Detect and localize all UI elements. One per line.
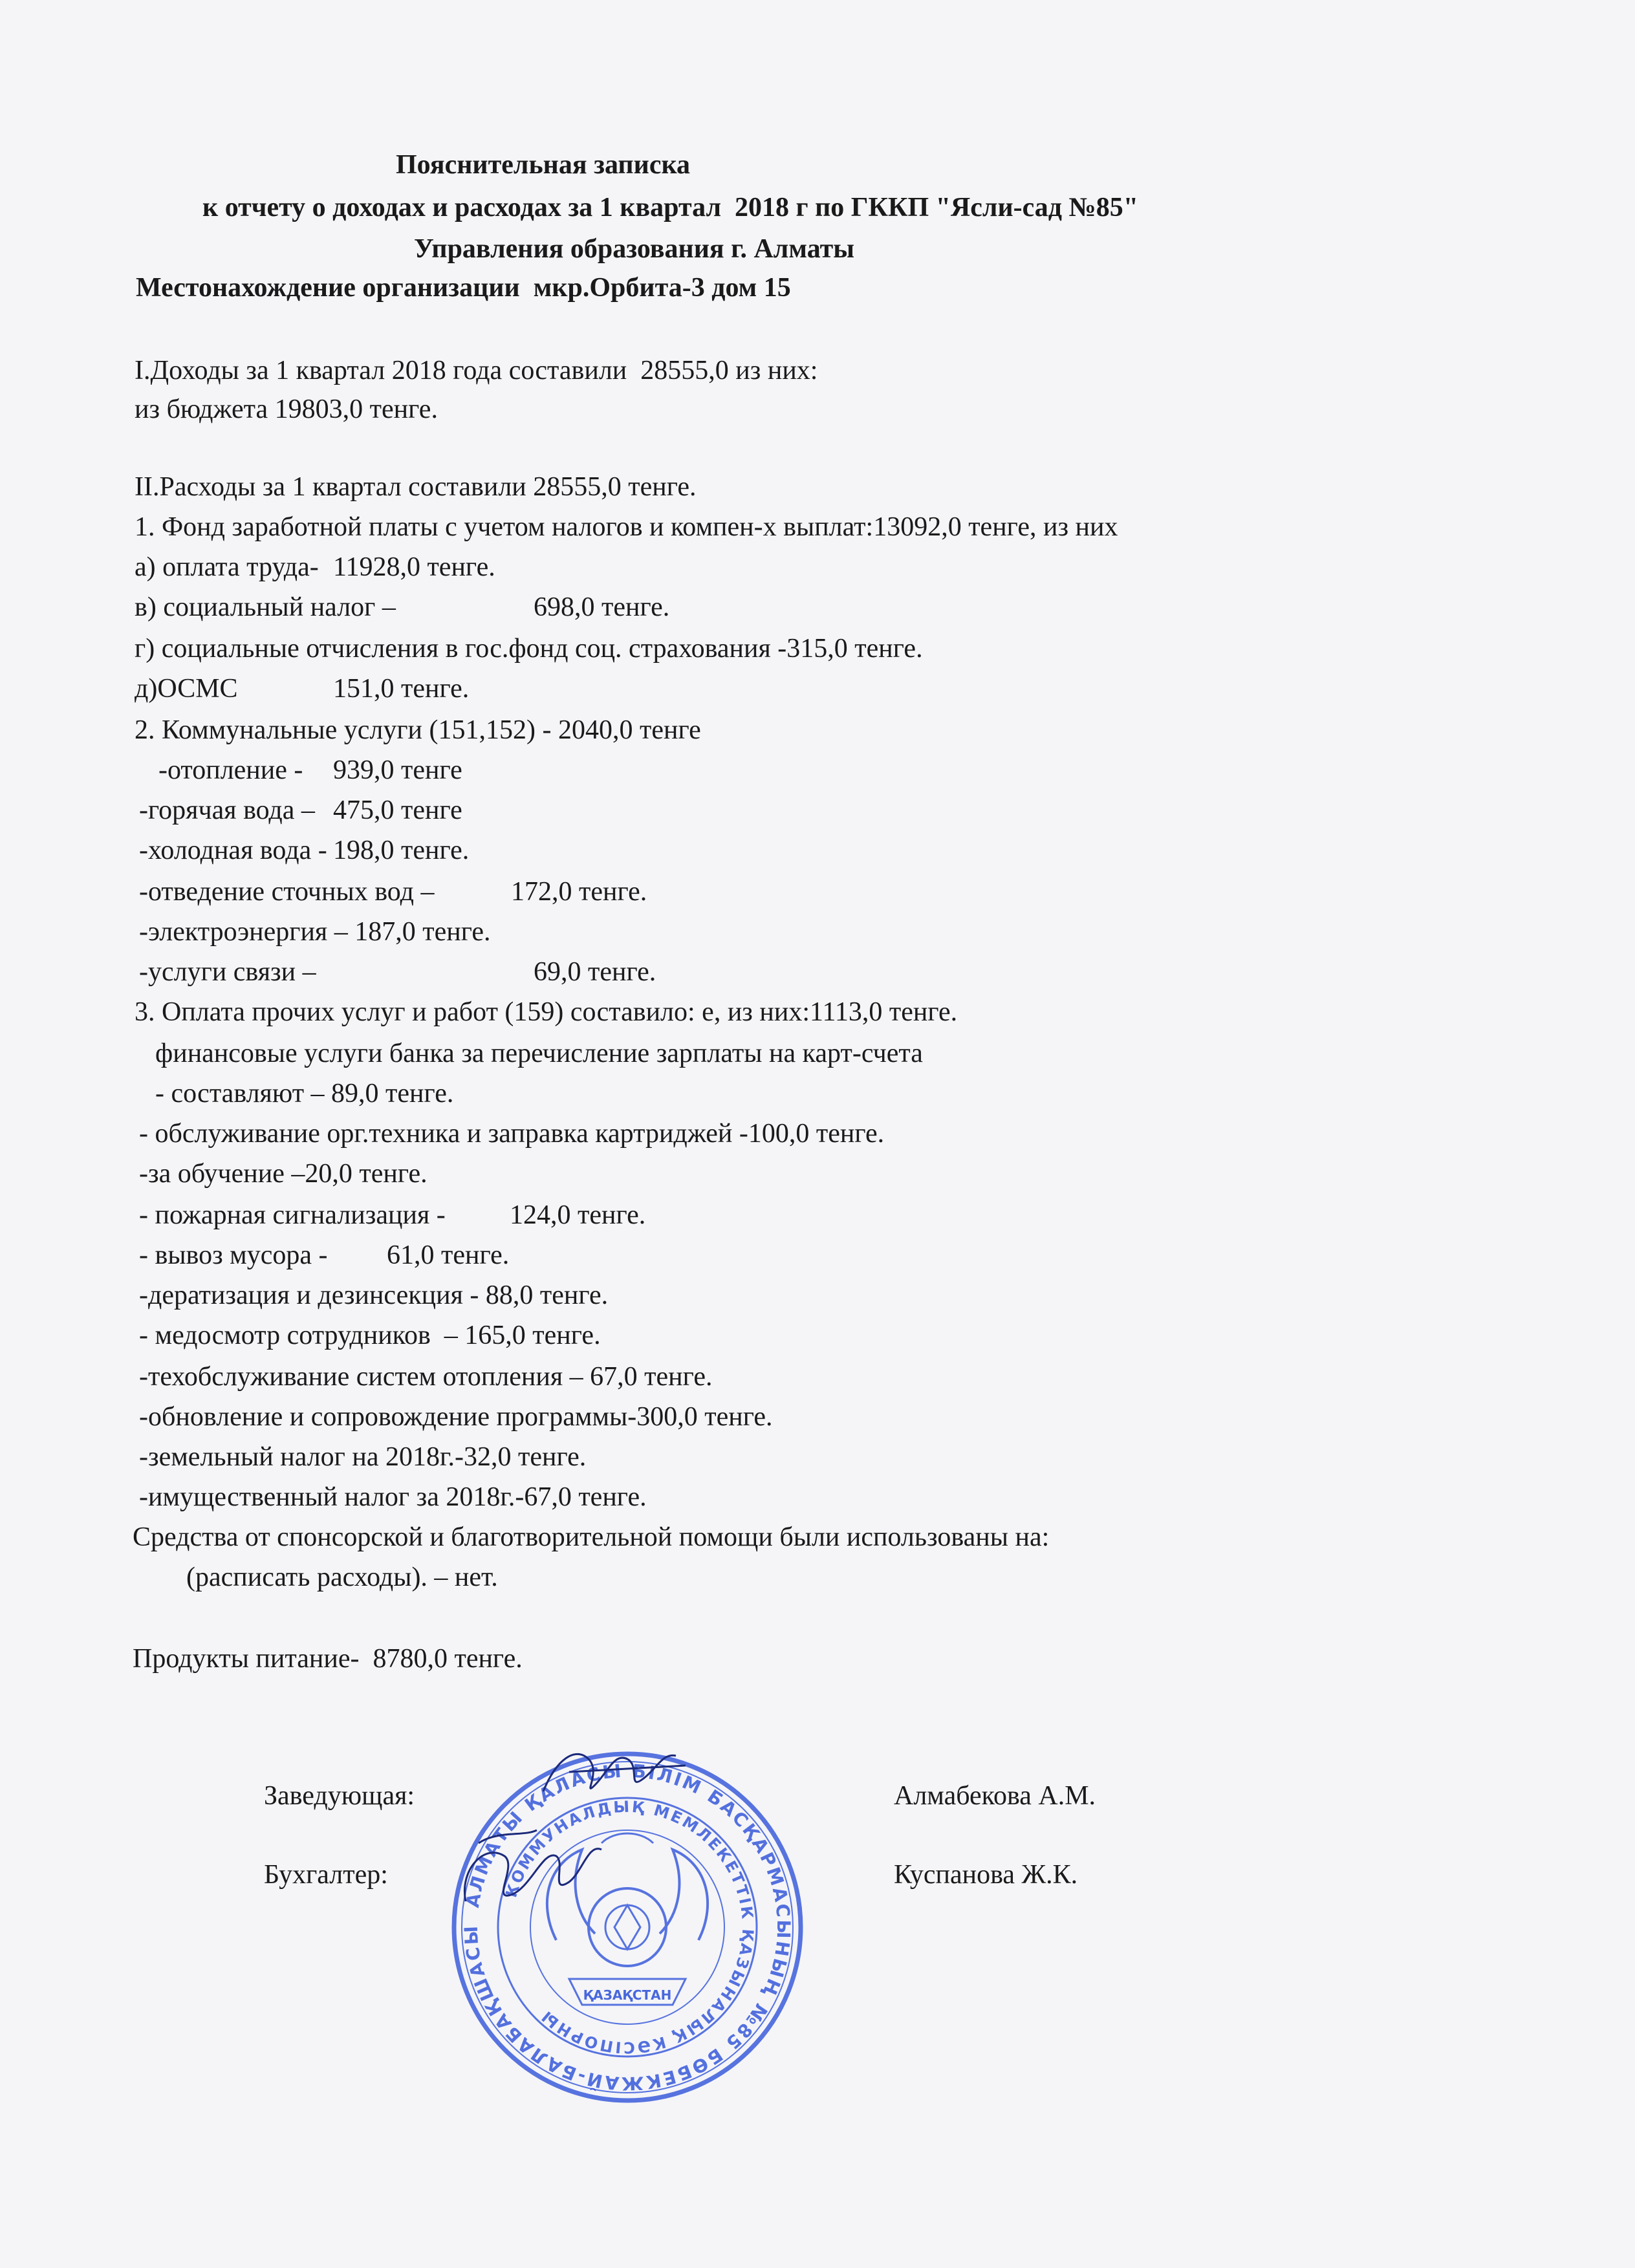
electricity-line: -электроэнергия – 187,0 тенге. — [139, 917, 491, 947]
heating-service-line: -техобслуживание систем отопления – 67,0 тенге. — [139, 1362, 713, 1392]
property-tax-line: -имущественный налог за 2018г.-67,0 тенге. — [139, 1482, 647, 1512]
utilities-heading: 2. Коммунальные услуги (151,152) - 2040,0 тенге — [135, 715, 701, 745]
land-tax-line: -земельный налог на 2018г.-32,0 тенге. — [139, 1442, 587, 1472]
comm-label: -услуги связи – — [139, 957, 316, 987]
payroll-g: г) социальные отчисления в гос.фонд соц. страхования -315,0 тенге. — [135, 634, 923, 664]
income-line-2: из бюджета 19803,0 тенге. — [135, 394, 438, 424]
training-line: -за обучение –20,0 тенге. — [139, 1159, 428, 1189]
comm-value: 69,0 тенге. — [534, 957, 656, 987]
svg-text:КОММУНАЛДЫҚ МЕМЛЕКЕТТІК ҚАЗЫНА: КОММУНАЛДЫҚ МЕМЛЕКЕТТІК ҚАЗЫНАЛЫҚ КӘСІПОРНЫ — [502, 1797, 757, 2057]
head-label: Заведующая: — [264, 1781, 415, 1811]
document-title: Пояснительная записка — [396, 150, 691, 180]
location-line: Местонахождение организации мкр.Орбита-3 дом 15 — [136, 273, 791, 303]
sponsor-line-1: Средства от спонсорской и благотворительной помощи были использованы на: — [133, 1522, 1050, 1552]
sponsor-line-2: (расписать расходы). – нет. — [186, 1562, 498, 1592]
payroll-a-value: 11928,0 тенге. — [333, 552, 495, 582]
heating-label: -отопление - — [158, 755, 303, 785]
coldwater-label: -холодная вода - — [139, 836, 327, 865]
software-line: -обновление и сопровождение программы-300,0 тенге. — [139, 1402, 773, 1432]
accountant-signature — [446, 1804, 614, 1934]
svg-text:ҚАЗАҚСТАН: ҚАЗАҚСТАН — [583, 1987, 672, 2003]
expenses-title: II.Расходы за 1 квартал составили 28555,0 тенге. — [135, 472, 697, 502]
garbage-label: - вывоз мусора - — [139, 1240, 328, 1270]
title-line-3: Управления образования г. Алматы — [414, 234, 855, 264]
coldwater-value: 198,0 тенге. — [333, 836, 470, 865]
pest-line: -дератизация и дезинсекция - 88,0 тенге. — [139, 1280, 609, 1310]
payroll-d-value: 151,0 тенге. — [333, 674, 470, 704]
income-line-1: I.Доходы за 1 квартал 2018 года составили 28555,0 из них: — [135, 356, 818, 385]
payroll-heading: 1. Фонд заработной платы с учетом налогов и компен-х выплат:13092,0 тенге, из них — [135, 512, 1118, 542]
heating-value: 939,0 тенге — [333, 755, 462, 785]
accountant-name: Куспанова Ж.К. — [894, 1860, 1078, 1890]
svg-text:АЛМАТЫ ҚАЛАСЫ БІЛІМ БАСҚАРМАСЫ: АЛМАТЫ ҚАЛАСЫ БІЛІМ БАСҚАРМАСЫНЫҢ №85 БӨБЕКЖАЙ-БАЛАБАҚШАСЫ — [460, 1760, 795, 2095]
office-line: - обслуживание орг.техника и заправка картриджей -100,0 тенге. — [139, 1119, 885, 1149]
fire-value: 124,0 тенге. — [510, 1200, 646, 1230]
sewage-value: 172,0 тенге. — [511, 877, 647, 907]
title-line-2: к отчету о доходах и расходах за 1 квартал 2018 г по ГККП "Ясли-сад №85" — [202, 193, 1139, 222]
payroll-a-label: а) оплата труда- — [135, 552, 319, 582]
bank-line-1: финансовые услуги банка за перечисление зарплаты на карт-счета — [155, 1039, 923, 1068]
other-heading: 3. Оплата прочих услуг и работ (159) составило: е, из них:1113,0 тенге. — [135, 997, 958, 1027]
hotwater-label: -горячая вода – — [139, 795, 315, 825]
payroll-d-label: д)ОСМС — [135, 674, 238, 704]
accountant-label: Бухгалтер: — [264, 1860, 388, 1890]
bank-line-2: - составляют – 89,0 тенге. — [155, 1079, 454, 1108]
head-name: Алмабекова А.М. — [894, 1781, 1096, 1811]
fire-label: - пожарная сигнализация - — [139, 1200, 446, 1230]
medical-line: - медосмотр сотрудников – 165,0 тенге. — [139, 1321, 601, 1350]
payroll-v-label: в) социальный налог – — [135, 592, 396, 622]
payroll-v-value: 698,0 тенге. — [534, 592, 670, 622]
sewage-label: -отведение сточных вод – — [139, 877, 435, 907]
garbage-value: 61,0 тенге. — [387, 1240, 510, 1270]
food-line: Продукты питание- 8780,0 тенге. — [133, 1644, 523, 1674]
hotwater-value: 475,0 тенге — [333, 795, 462, 825]
